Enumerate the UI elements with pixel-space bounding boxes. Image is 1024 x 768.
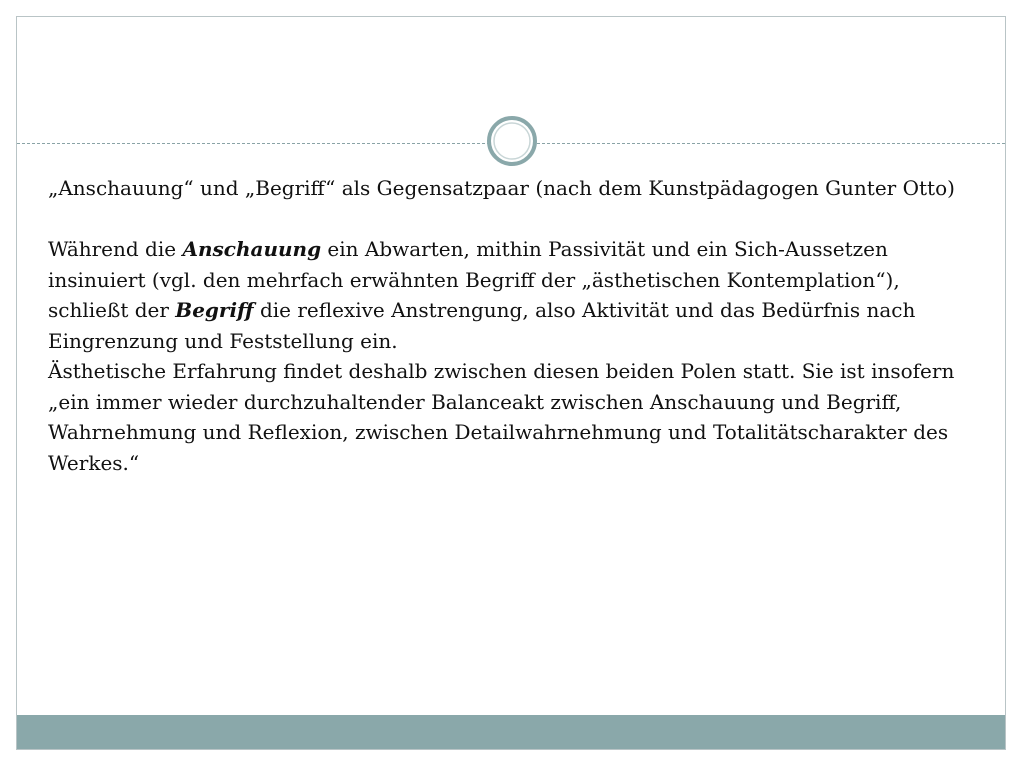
text-run: ein Abwarten, mithin Passivität und ein Sich-Aussetzen insinuiert (vgl. den mehrfach erwähnten Begriff der „ästhetischen Kontemplation“), xyxy=(48,237,900,292)
footer-bar xyxy=(17,715,1005,749)
term-anschauung: Anschauung xyxy=(182,237,322,261)
paragraph-aesthetic-experience: Ästhetische Erfahrung findet deshalb zwischen diesen beiden Polen statt. Sie ist insofern „ein immer wieder durchzuhaltender Balanceakt zwischen Anschauung und Begriff, Wahrnehmung und Reflexion, zwischen Detailwahrnehmung und Totalitätscharakter des Werkes.“ xyxy=(48,359,955,475)
slide-body xyxy=(48,173,978,478)
paragraph-spacer xyxy=(48,204,978,235)
slide-heading: „Anschauung“ und „Begriff“ als Gegensatzpaar (nach dem Kunstpädagogen Gunter Otto) xyxy=(48,176,955,200)
ring-icon xyxy=(486,115,538,167)
paragraph-anschauung xyxy=(48,234,978,295)
text-run: Während die xyxy=(48,237,183,261)
term-begriff: Begriff xyxy=(175,298,254,322)
paragraph-begriff xyxy=(48,295,978,356)
text-run: schließt der xyxy=(48,298,176,322)
slide xyxy=(16,16,1006,750)
text-run: die reflexive Anstrengung, also Aktivität und das Bedürfnis nach Eingrenzung und Feststellung ein. xyxy=(48,298,916,353)
